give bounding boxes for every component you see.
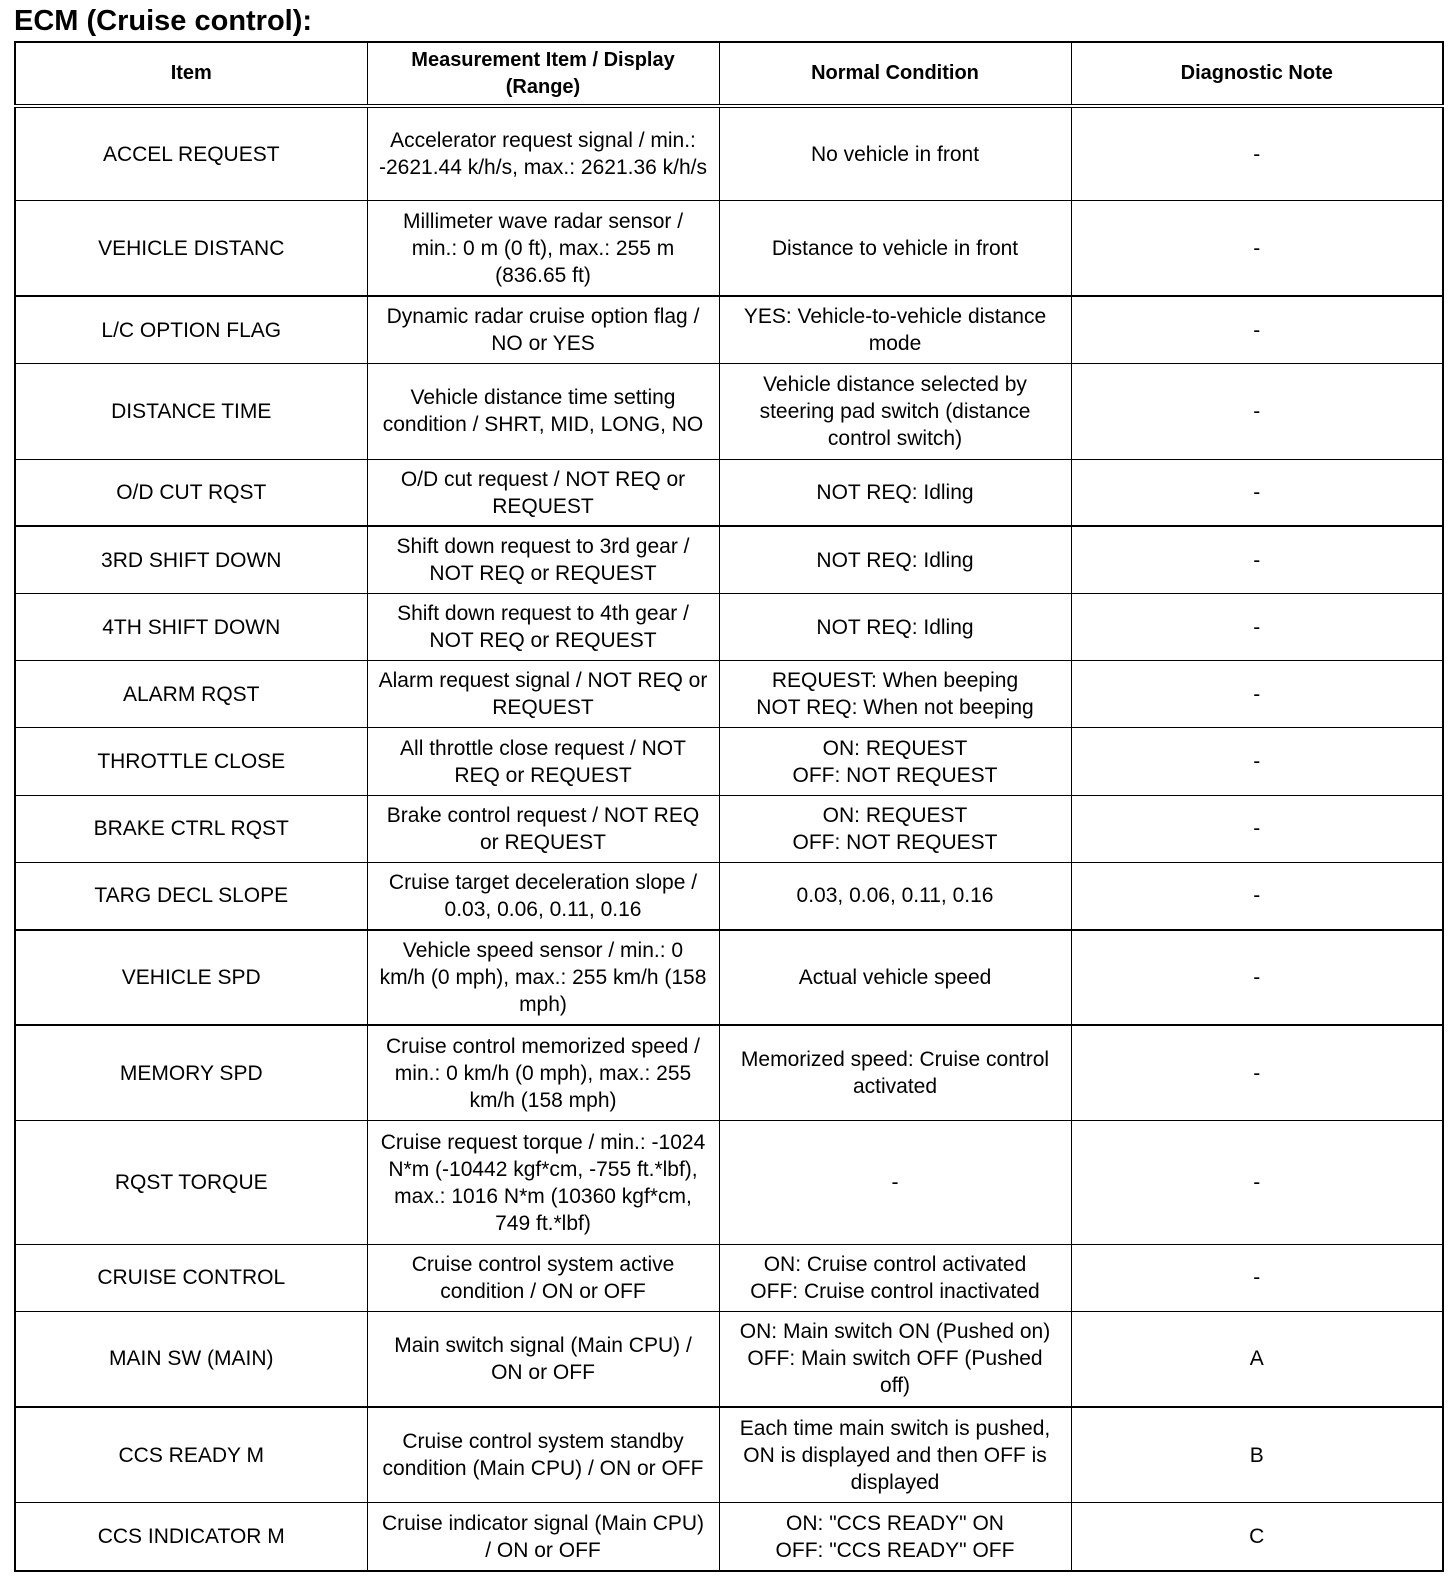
measurement-cell: Cruise indicator signal (Main CPU) / ON or OFF [367,1503,719,1571]
diagnostic-note-cell: - [1071,459,1443,526]
measurement-cell: Dynamic radar cruise option flag / NO or YES [367,296,719,363]
item-cell: DISTANCE TIME [15,364,367,460]
item-cell: RQST TORQUE [15,1121,367,1244]
diagnostic-note-cell: - [1071,526,1443,593]
table-row [15,1503,1443,1571]
item-cell: 3RD SHIFT DOWN [15,526,367,593]
normal-condition-cell: Memorized speed: Cruise control activated [719,1025,1071,1121]
diagnostic-note-cell: - [1071,930,1443,1026]
item-cell: L/C OPTION FLAG [15,296,367,363]
table-row [15,728,1443,795]
normal-condition-cell: ON: Cruise control activated OFF: Cruise control inactivated [719,1244,1071,1311]
measurement-cell: All throttle close request / NOT REQ or REQUEST [367,728,719,795]
measurement-cell: Cruise control system active condition / ON or OFF [367,1244,719,1311]
item-cell: CCS READY M [15,1407,367,1503]
normal-condition-cell: 0.03, 0.06, 0.11, 0.16 [719,862,1071,929]
diagnostic-note-cell: B [1071,1407,1443,1503]
column-header-item: Item [15,42,367,106]
table-row [15,930,1443,1026]
table-row [15,201,1443,297]
item-cell: 4TH SHIFT DOWN [15,594,367,661]
normal-condition-cell: Distance to vehicle in front [719,201,1071,297]
measurement-cell: Main switch signal (Main CPU) / ON or OFF [367,1311,719,1407]
normal-condition-cell: ON: REQUEST OFF: NOT REQUEST [719,728,1071,795]
table-row [15,862,1443,929]
measurement-cell: Vehicle speed sensor / min.: 0 km/h (0 mph), max.: 255 km/h (158 mph) [367,930,719,1026]
item-cell: CRUISE CONTROL [15,1244,367,1311]
item-cell: MEMORY SPD [15,1025,367,1121]
diagnostic-note-cell: - [1071,1244,1443,1311]
measurement-cell: Brake control request / NOT REQ or REQUEST [367,795,719,862]
item-cell: BRAKE CTRL RQST [15,795,367,862]
column-header-normal-condition: Normal Condition [719,42,1071,106]
diagnostic-note-cell: C [1071,1503,1443,1571]
table-row [15,795,1443,862]
measurement-cell: Cruise control memorized speed / min.: 0 km/h (0 mph), max.: 255 km/h (158 mph) [367,1025,719,1121]
normal-condition-cell: Actual vehicle speed [719,930,1071,1026]
item-cell: THROTTLE CLOSE [15,728,367,795]
diagnostic-note-cell: - [1071,296,1443,363]
cruise-control-data-table [14,41,1444,1572]
table-row [15,296,1443,363]
table-row [15,106,1443,201]
diagnostic-note-cell: - [1071,364,1443,460]
normal-condition-cell: ON: REQUEST OFF: NOT REQUEST [719,795,1071,862]
diagnostic-note-cell: - [1071,795,1443,862]
measurement-cell: Vehicle distance time setting condition / SHRT, MID, LONG, NO [367,364,719,460]
item-cell: VEHICLE SPD [15,930,367,1026]
table-row [15,1121,1443,1244]
item-cell: MAIN SW (MAIN) [15,1311,367,1407]
normal-condition-cell: YES: Vehicle-to-vehicle distance mode [719,296,1071,363]
diagnostic-note-cell: - [1071,1121,1443,1244]
diagnostic-note-cell: - [1071,106,1443,201]
normal-condition-cell: Each time main switch is pushed, ON is displayed and then OFF is displayed [719,1407,1071,1503]
item-cell: TARG DECL SLOPE [15,862,367,929]
measurement-cell: Shift down request to 4th gear / NOT REQ or REQUEST [367,594,719,661]
column-header-measurement: Measurement Item / Display (Range) [367,42,719,106]
diagnostic-note-cell: A [1071,1311,1443,1407]
diagnostic-note-cell: - [1071,661,1443,728]
item-cell: ACCEL REQUEST [15,106,367,201]
normal-condition-cell: No vehicle in front [719,106,1071,201]
table-row [15,594,1443,661]
item-cell: VEHICLE DISTANC [15,201,367,297]
table-row [15,459,1443,526]
diagnostic-note-cell: - [1071,594,1443,661]
table-row [15,1025,1443,1121]
normal-condition-cell: NOT REQ: Idling [719,526,1071,593]
normal-condition-cell: ON: Main switch ON (Pushed on) OFF: Main switch OFF (Pushed off) [719,1311,1071,1407]
normal-condition-cell: ON: "CCS READY" ON OFF: "CCS READY" OFF [719,1503,1071,1571]
measurement-cell: Millimeter wave radar sensor / min.: 0 m (0 ft), max.: 255 m (836.65 ft) [367,201,719,297]
table-header-row [15,42,1443,106]
diagnostic-note-cell: - [1071,201,1443,297]
diagnostic-note-cell: - [1071,728,1443,795]
page-title: ECM (Cruise control): [14,5,313,37]
measurement-cell: O/D cut request / NOT REQ or REQUEST [367,459,719,526]
measurement-cell: Alarm request signal / NOT REQ or REQUEST [367,661,719,728]
normal-condition-cell: NOT REQ: Idling [719,459,1071,526]
item-cell: ALARM RQST [15,661,367,728]
item-cell: CCS INDICATOR M [15,1503,367,1571]
measurement-cell: Shift down request to 3rd gear / NOT REQ or REQUEST [367,526,719,593]
table-row [15,526,1443,593]
item-cell: O/D CUT RQST [15,459,367,526]
table-row [15,1244,1443,1311]
measurement-cell: Cruise control system standby condition (Main CPU) / ON or OFF [367,1407,719,1503]
measurement-cell: Cruise target deceleration slope / 0.03, 0.06, 0.11, 0.16 [367,862,719,929]
normal-condition-cell: REQUEST: When beeping NOT REQ: When not beeping [719,661,1071,728]
normal-condition-cell: NOT REQ: Idling [719,594,1071,661]
table-row [15,1407,1443,1503]
table-row [15,364,1443,460]
normal-condition-cell: Vehicle distance selected by steering pad switch (distance control switch) [719,364,1071,460]
diagnostic-note-cell: - [1071,862,1443,929]
diagnostic-note-cell: - [1071,1025,1443,1121]
normal-condition-cell: - [719,1121,1071,1244]
table-row [15,1311,1443,1407]
measurement-cell: Accelerator request signal / min.: -2621.44 k/h/s, max.: 2621.36 k/h/s [367,106,719,201]
measurement-cell: Cruise request torque / min.: -1024 N*m (-10442 kgf*cm, -755 ft.*lbf), max.: 1016 N*m (10360 kgf*cm, 749 ft.*lbf) [367,1121,719,1244]
column-header-diagnostic-note: Diagnostic Note [1071,42,1443,106]
table-row [15,661,1443,728]
